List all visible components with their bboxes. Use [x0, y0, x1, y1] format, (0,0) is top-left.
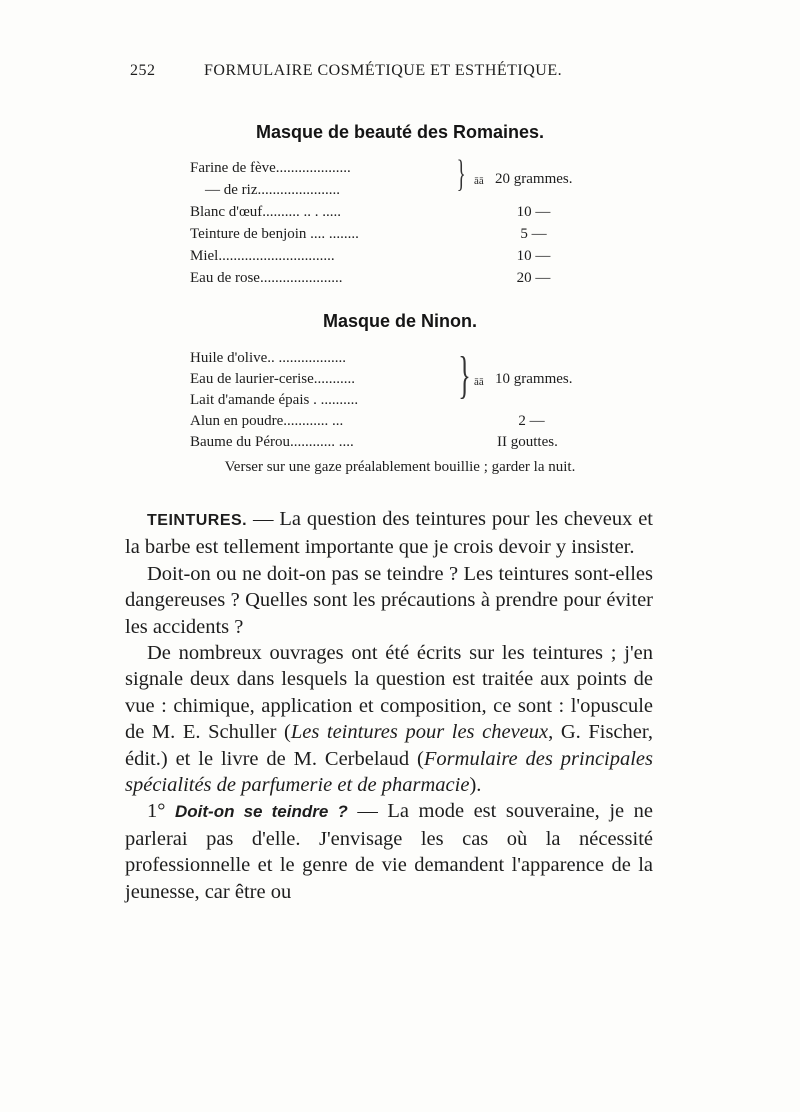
ingredient-quantity: 20 —: [516, 270, 551, 286]
ingredient-quantity: 2 —: [518, 413, 545, 429]
ingredient-name: Teinture de benjoin .... ........: [190, 226, 359, 242]
paragraph-text: Doit-on ou ne doit-on pas se teindre ? Les teintures sont-elles dangereuses ? Quelles sont les précautions à prendre pour éviter les accidents ?: [125, 562, 653, 638]
paragraph: [125, 506, 653, 561]
ingredient-quantity: 5 —: [520, 226, 547, 242]
brace-glyph: }: [456, 153, 466, 195]
paragraph: [125, 561, 653, 640]
recipe-note: Verser sur une gaze préalablement bouillie ; garder la nuit.: [224, 459, 576, 475]
ingredient-name: Farine de fève....................: [190, 160, 351, 176]
combined-aa: āā: [474, 376, 484, 388]
combined-quantity: 20 grammes.: [495, 171, 573, 187]
ingredient-name: Baume du Pérou............ ....: [190, 434, 354, 450]
paragraph-text: , G. Fischer, édit.) et le livre de M. Cerbelaud (: [125, 721, 653, 770]
running-title: FORMULAIRE COSMÉTIQUE ET ESTHÉTIQUE.: [204, 62, 563, 79]
ingredient-quantity: 10 —: [516, 204, 551, 220]
paragraph-text: — La mode est souveraine, je ne parlerai pas d'elle. J'envisage les cas où la nécessité professionnelle et le genre de vie demandent l'apparence de la jeunesse, car être ou: [125, 800, 653, 903]
ingredient-name: — de riz......................: [205, 182, 340, 198]
ingredient-name: Huile d'olive.. ..................: [190, 350, 347, 366]
paragraph-text: — La question des teintures pour les cheveux et la barbe est tellement importante que je crois devoir y insister.: [125, 508, 653, 559]
combined-quantity: 10 grammes.: [495, 371, 573, 387]
paragraph-text: ).: [469, 774, 482, 797]
body-text: [125, 506, 653, 905]
section-number: 1°: [147, 800, 166, 823]
ingredient-name: Eau de rose......................: [190, 270, 343, 286]
recipe-title-ninon: Masque de Ninon.: [322, 311, 477, 331]
ingredient-quantity: 10 —: [516, 248, 551, 264]
combined-aa: āā: [474, 175, 484, 187]
book-title: Les teintures pour les cheveux: [290, 721, 549, 744]
ingredient-name: Miel...............................: [190, 248, 335, 264]
ingredient-name: Alun en poudre............ ...: [190, 413, 344, 429]
ingredient-name: Blanc d'œuf.......... .. . .....: [190, 204, 342, 220]
ingredient-quantity: II gouttes.: [497, 434, 558, 450]
brace-glyph: }: [458, 347, 471, 404]
paragraph: [125, 798, 653, 905]
recipe-title-romaines: Masque de beauté des Romaines.: [255, 122, 545, 142]
ingredient-name: Lait d'amande épais . ..........: [190, 392, 359, 408]
book-title: Formulaire des principales spécialités de parfumerie et de pharmacie: [125, 747, 654, 797]
page-number: 252: [130, 62, 156, 79]
ingredient-name: Eau de laurier-cerise...........: [190, 371, 356, 387]
section-lead: Doit-on se teindre ?: [174, 802, 348, 822]
paragraph-text: De nombreux ouvrages ont été écrits sur les teintures ; j'en signale deux dans lesquels la question est traitée aux points de vue : chimique, application et composition, ce sont : l'opuscule de M. E. Schuller (: [125, 642, 653, 744]
section-lead: TEINTURES.: [147, 512, 248, 529]
paragraph: [125, 640, 653, 798]
